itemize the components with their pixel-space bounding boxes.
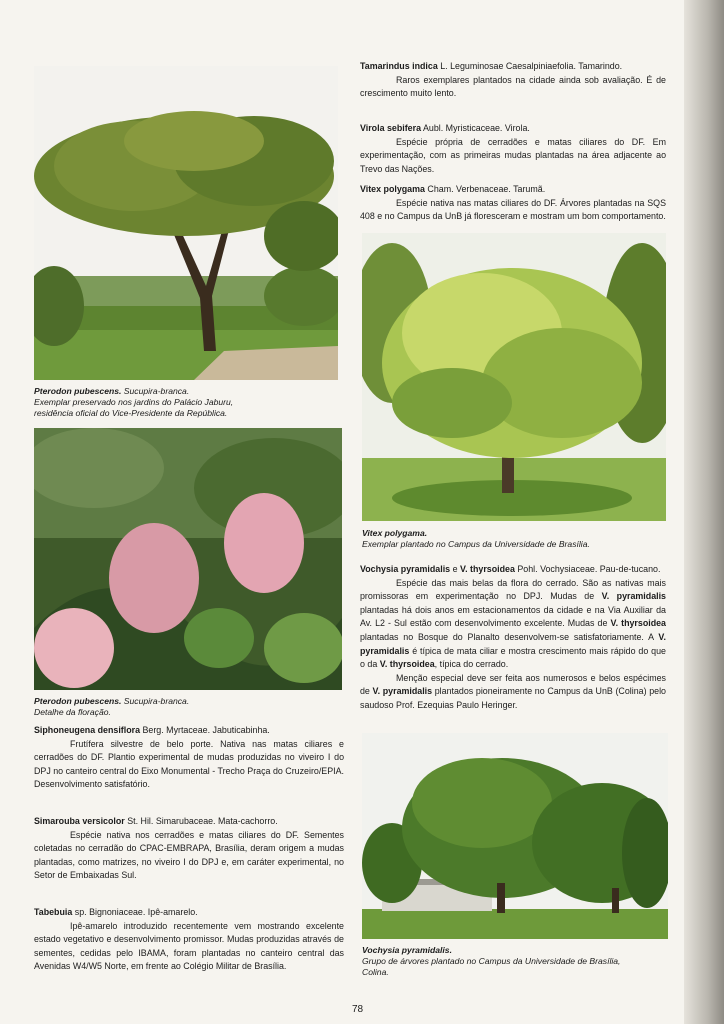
photo-pterodon-flowers (34, 428, 342, 690)
species-description-2 (360, 672, 666, 713)
entry-tamarindus (360, 60, 666, 101)
caption-line: residência oficial do Vice-Presidente da República. (34, 408, 228, 418)
species-details: Aubl. Myristicaceae. Virola. (421, 123, 530, 133)
species-details: Berg. Myrtaceae. Jabuticabinha. (140, 725, 270, 735)
species-description: Frutífera silvestre de belo porte. Nativa nas matas ciliares e cerradões do DF. Plantio experimental de mudas produzidas no viveiro I do DPJ no canteiro central do Eixo Monumental - Trecho Praça do Cruzeiro/EPIA. Desenvolvimento satisfatório. (34, 738, 344, 790)
entry-vitex (360, 183, 666, 224)
caption-vitex (362, 528, 668, 550)
caption-line: Grupo de árvores plantado no Campus da Universidade de Brasília, (362, 956, 621, 966)
entry-vochysia (360, 563, 666, 713)
text-run: é típica de mata ciliar e mostra crescimento mais rápido do que o da (360, 645, 666, 670)
species-details: L. Leguminosae Caesalpiniaefolia. Tamarindo. (437, 61, 623, 71)
species-description: Raros exemplares plantados na cidade ainda sob avaliação. É de crescimento muito lento. (360, 74, 666, 99)
species-name: Siphoneugena densiflora (34, 725, 141, 735)
caption-line: Exemplar plantado no Campus da Universidade de Brasília. (362, 539, 590, 549)
photo-vochysia (362, 733, 668, 939)
text-run: Menção especial deve ser feita aos numerosos e belos espécimes de (360, 672, 666, 697)
entry-simarouba (34, 815, 344, 883)
species-name-2: V. thyrsoidea (459, 564, 515, 574)
species-name: Vochysia pyramidalis (360, 564, 451, 574)
caption-common-name: Sucupira-branca. (121, 696, 190, 706)
caption-line: Colina. (362, 967, 389, 977)
species-details: sp. Bignoniaceae. Ipê-amarelo. (72, 907, 198, 917)
page-edge-shadow (684, 0, 724, 1024)
species-conjunction: e (450, 564, 460, 574)
caption-line: Exemplar preservado nos jardins do Palácio Jaburu, (34, 397, 234, 407)
caption-common-name: Sucupira-branca. (121, 386, 190, 396)
species-description: Espécie nativa nas matas ciliares do DF. Árvores plantadas na SQS 408 e no Campus da UnB já floresceram e mostram um bom comportamento. (360, 197, 666, 222)
species-details: Cham. Verbenaceae. Tarumã. (424, 184, 546, 194)
species-details: Pohl. Vochysiaceae. Pau-de-tucano. (514, 564, 661, 574)
caption-line: Detalhe da floração. (34, 707, 111, 717)
caption-vochysia (362, 945, 668, 978)
text-run: plantadas no Bosque do Planalto desenvolvem-se satisfatoriamente. A (360, 631, 659, 642)
text-run: , típica do cerrado. (434, 659, 509, 670)
page-number: 78 (352, 1004, 364, 1015)
caption-species: Pterodon pubescens. (34, 696, 122, 706)
text-emphasis: V. pyramidalis (360, 631, 666, 656)
text-run: Espécie das mais belas da flora do cerrado. São as nativas mais promissoras em experimentação no DPJ. Mudas de (360, 577, 666, 602)
text-emphasis: V. thyrsoidea (379, 659, 435, 670)
species-name: Vitex polygama (360, 184, 425, 194)
species-name: Tabebuia (34, 907, 73, 917)
photo-pterodon-tree (34, 66, 338, 380)
species-name: Tamarindus indica (360, 61, 438, 71)
text-run: plantadas há dois anos em estacionamentos da cidade e na Via Auxiliar da Av. L2 - Sul estão com desenvolvimento excelente. Mudas de (360, 604, 666, 629)
photo-vitex (362, 233, 666, 521)
species-description (360, 577, 666, 672)
text-emphasis: V. pyramidalis (372, 686, 433, 697)
text-emphasis: V. thyrsoidea (610, 618, 666, 629)
entry-tabebuia (34, 906, 344, 974)
caption-species: Vitex polygama. (362, 528, 428, 538)
caption-pterodon-flowers (34, 696, 344, 718)
species-name: Virola sebifera (360, 123, 422, 133)
text-emphasis: V. pyramidalis (601, 591, 666, 602)
caption-pterodon-tree (34, 386, 344, 419)
species-description: Espécie nativa nos cerradões e matas ciliares do DF. Sementes coletadas no cerradão do CPAC-EMBRAPA, Brasília, deram origem a mudas plantadas, como matrizes, no viveiro I do DPJ e, em caráter experimental, no Setor de Embaixadas Sul. (34, 829, 344, 881)
species-description: Ipê-amarelo introduzido recentemente vem mostrando excelente estado vegetativo e desenvolvimento promissor. Mudas produzidas através de sementes, cedidas pelo IBAMA, foram plantadas no canteiro central das Avenidas W4/W5 Norte, em frente ao Colégio Militar de Brasília. (34, 920, 344, 972)
species-name: Simarouba versicolor (34, 816, 125, 826)
species-description: Espécie própria de cerradões e matas ciliares do DF. Em experimentação, com as primeiras mudas plantadas na área adjacente ao Trevo das Nações. (360, 136, 666, 174)
caption-species: Vochysia pyramidalis. (362, 945, 452, 955)
entry-virola (360, 122, 666, 176)
text-run: plantados pioneiramente no Campus da UnB (Colina) pelo saudoso Prof. Ezequias Paulo Heringer. (360, 686, 666, 710)
species-details: St. Hil. Simarubaceae. Mata-cachorro. (124, 816, 278, 826)
entry-siphoneugena (34, 724, 344, 792)
caption-species: Pterodon pubescens. (34, 386, 122, 396)
